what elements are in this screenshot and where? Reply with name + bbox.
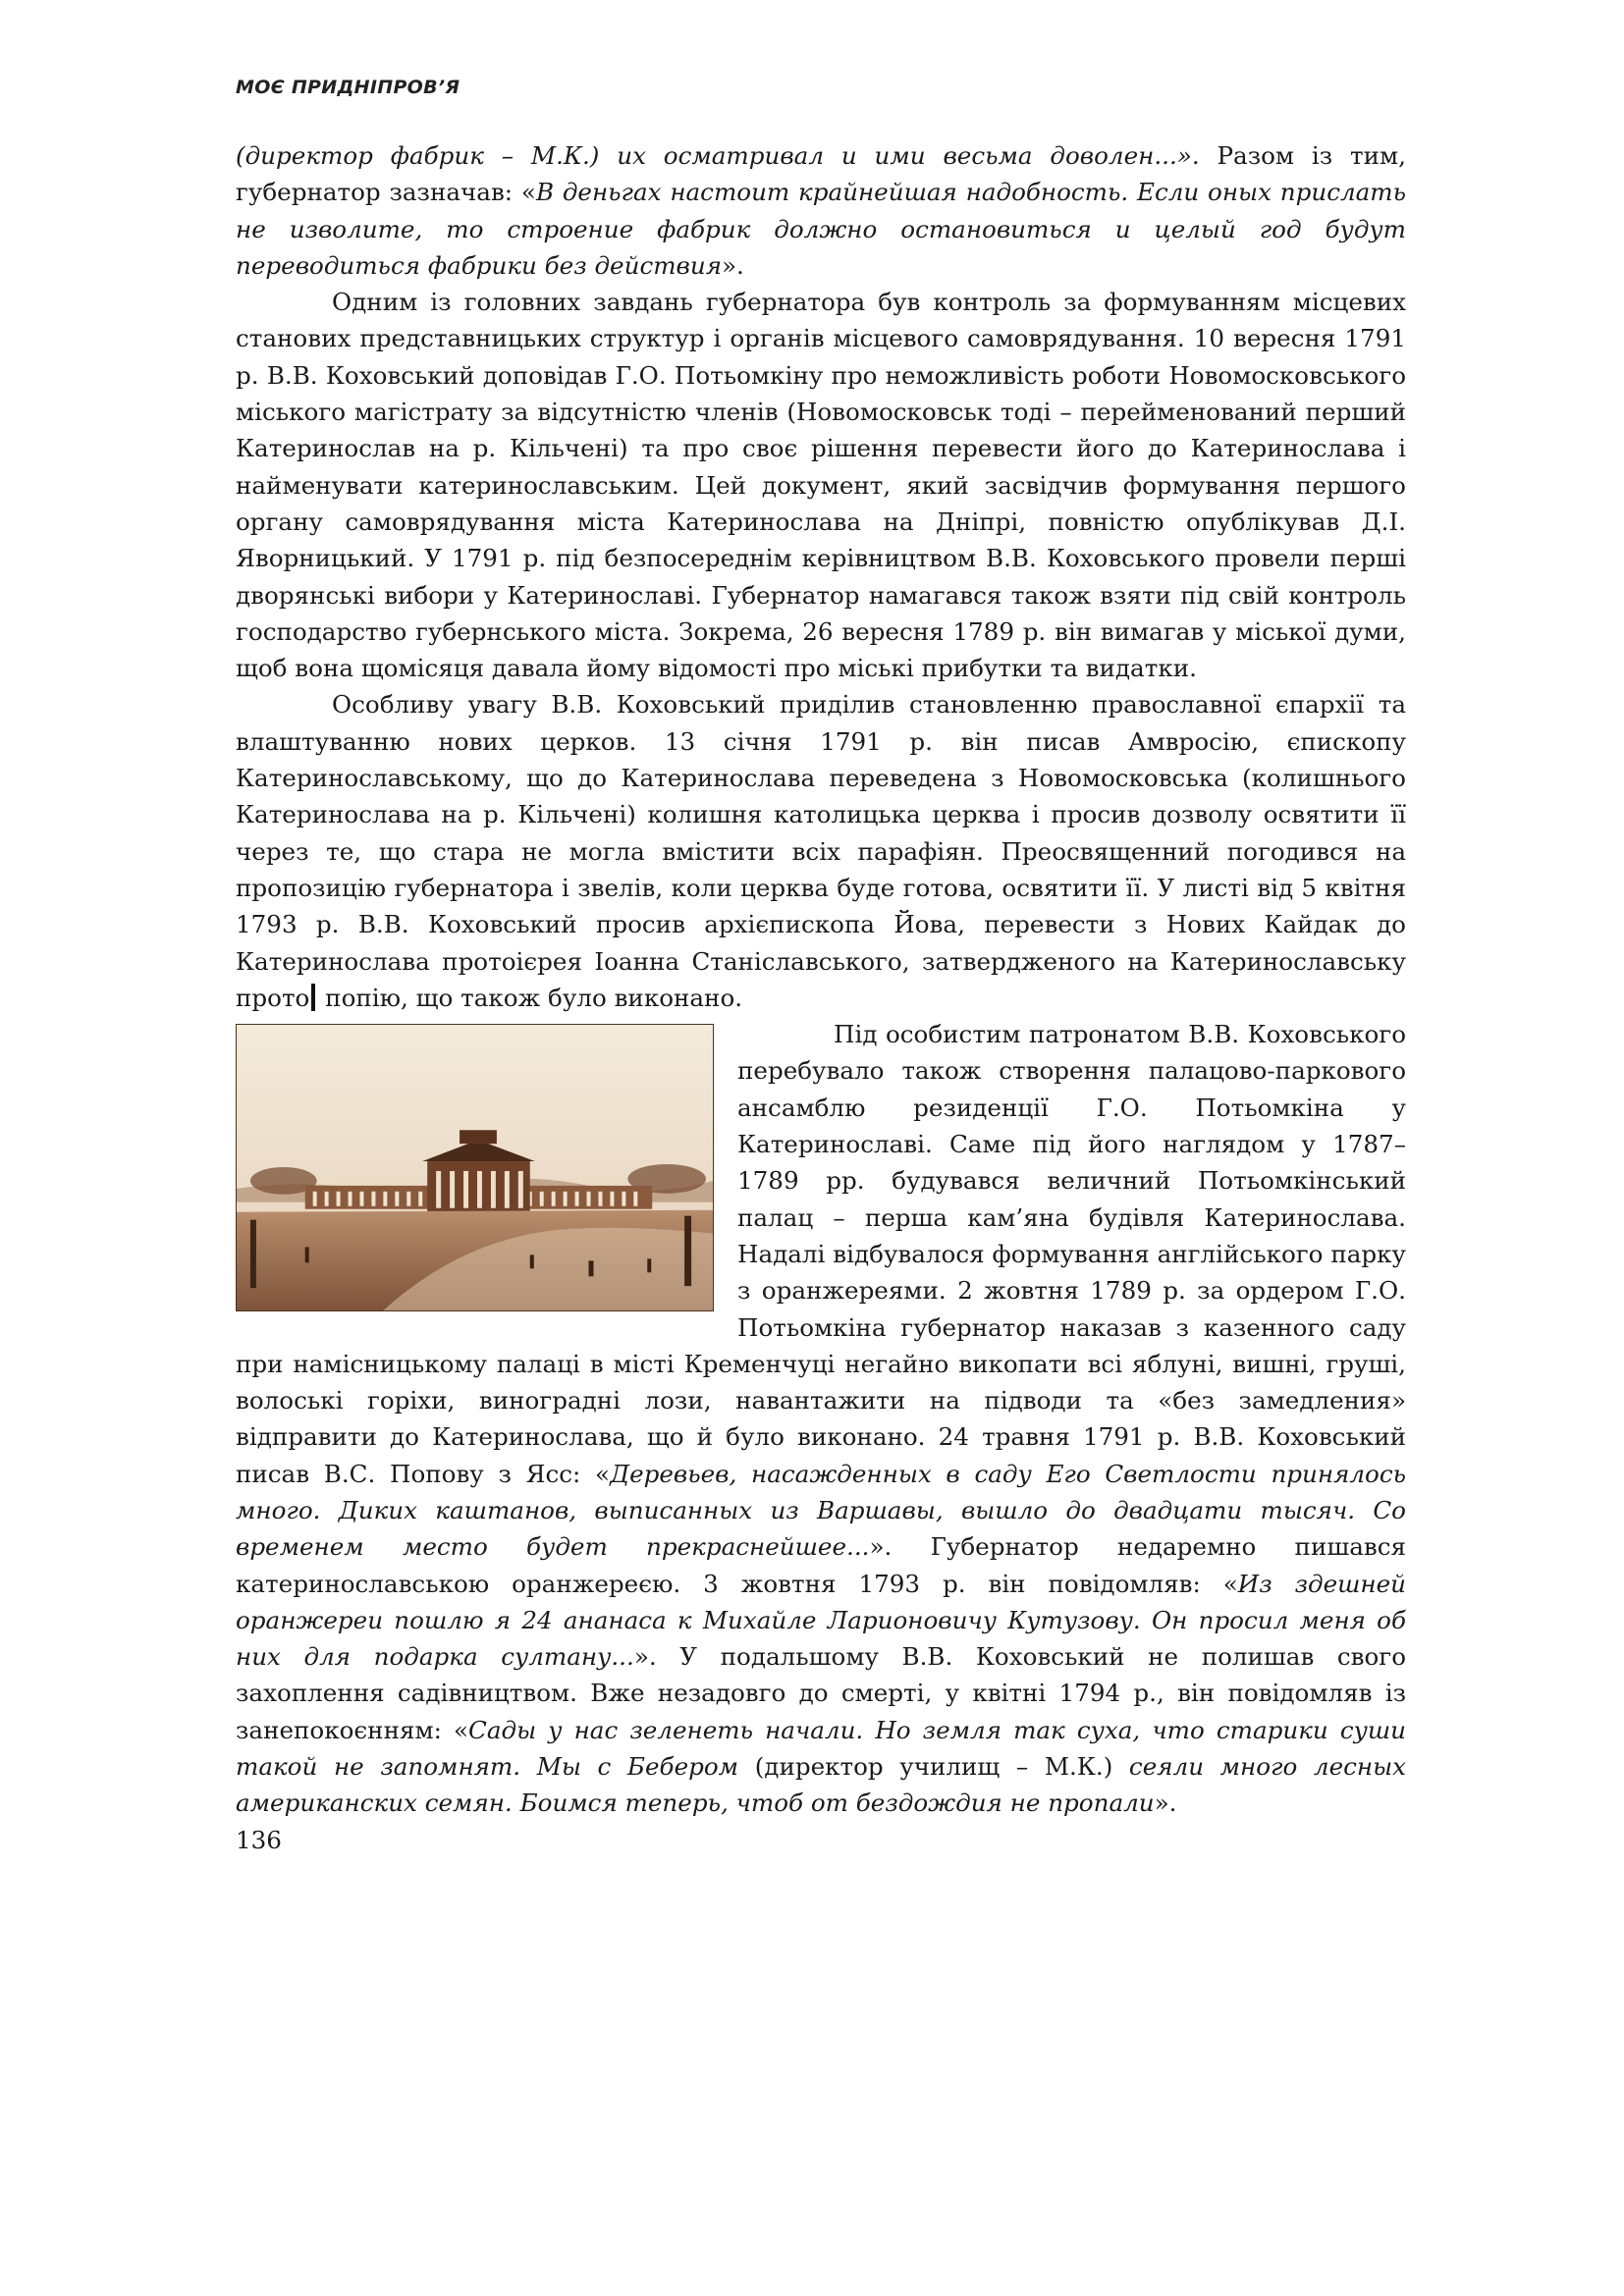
palace-engraving: [236, 1024, 714, 1311]
page-number: 136: [236, 1825, 282, 1854]
quote-italic: сеяли много лесных американских семян. Боимся теперь, чтоб от бездождия не пропали: [236, 1752, 1407, 1818]
running-header: МОЄ ПРИДНІПРОВ’Я: [236, 77, 460, 98]
quote-italic: (директор фабрик – М.К.) их осматривал и ими весьма доволен...».: [236, 141, 1200, 170]
paragraph-text: ». Губернатор недаремно пишався катеринославською оранжереєю. 3 жовтня 1793 р. він повідомляв: «: [236, 1532, 1406, 1598]
paragraph-1: [236, 137, 1406, 284]
paragraph-text: Разом із тим, губернатор зазначав: «: [236, 141, 1406, 207]
paragraph-2: Одним із головних завдань губернатора був контроль за формуванням місцевих станових представницьких структур і органів місцевого самоврядування. 10 вересня 1791 р. В.В. Коховський доповідав Г.О. Потьомкіну про неможливість роботи Новомосковського міського магістрату за відсутністю членів (Новомосковськ тоді – перейменований перший Катеринослав на р. Кільчені) та про своє рішення перевести його до Катеринослава і найменувати катеринославським. Цей документ, який засвідчив формування першого органу самоврядування міста Катеринослава на Дніпрі, повністю опублікував Д.І. Яворницький. У 1791 р. під безпосереднім керівництвом В.В. Коховського провели перші дворянські вибори у Катеринославі. Губернатор намагався також взяти під свій контроль господарство губернського міста. Зокрема, 26 вересня 1789 р. він вимагав у міської думи, щоб вона щомісяця давала йому відомості про міські прибутки та видатки.: [236, 288, 1406, 683]
paragraph-text: Особливу увагу В.В. Коховський приділив становленню православної єпархії та влаштуванню нових церков. 13 січня 1791 р. він писав Амвросію, єпископу Катеринославському, що до Катеринослава переведена з Новомосковська (колишнього Катеринослава на р. Кільчені) колишня католицька церква і просив дозволу освятити її через те, що стара не могла вмістити всіх парафіян. Преосвященний погодився на пропозицію губернатора і звелів, коли церква буде готова, освятити її. У листі від 5 квітня 1793 р. В.В. Коховський просив архієпископа Йова, перевести з Нових Кайдак до Катеринослава протоієрея Іоанна Станіславського, затвердженого на Катеринославську прото: [236, 690, 1406, 1012]
paragraph-text: (директор училищ – М.К.): [738, 1752, 1129, 1782]
paragraph-3: [236, 686, 1406, 1016]
quote-italic: В деньгах настоит крайнейшая надобность. Если оных прислать не изволите, то строение фабрик должно остановиться и целый год будут переводиться фабрики без действия: [236, 178, 1406, 280]
paragraph-text: ».: [1154, 1789, 1177, 1818]
paragraph-text: попію, що також було виконано.: [317, 983, 743, 1012]
paragraph-text: ».: [722, 250, 744, 280]
quote-italic: Сады у нас зеленеть начали. Но земля так суха, что старики суши такой не запомнят. Мы с Бебером: [236, 1715, 1406, 1782]
article-body: [236, 137, 1406, 1858]
text-cursor: [311, 984, 315, 1011]
paragraph-text: ». У подальшому В.В. Коховський не полишав свого захоплення садівництвом. Вже незадовго до смерті, у квітні 1794 р., він повідомляв із занепокоєнням: «: [236, 1642, 1407, 1744]
paragraph-text: Під особистим патронатом В.В. Коховського перебувало також створення палацово-паркового ансамблю резиденції Г.О. Потьомкіна у Катеринославі. Саме під його наглядом у 1787–1789 рр. будувався величний Потьомкінський палац – перша кам’яна будівля Катеринослава. Надалі відбувалося формування англійського парку з оранжереями. 2 жовтня 1789 р. за ордером Г.О. Потьомкіна губернатор наказав з казенного саду при намісницькому палаці в місті Кременчуці негайно викопати всі яблуні, вишні, груші, волоські горіхи, виноградні лози, навантажити на підводи та «без замедления» відправити до Катеринослава, що й було виконано. 24 травня 1791 р. В.В. Коховський писав В.С. Попову з Ясс: «: [236, 1020, 1406, 1488]
quote-italic: Из здешней оранжереи пошлю я 24 ананаса к Михайле Ларионовичу Кутузову. Он просил меня об них для подарка султану...: [236, 1569, 1407, 1672]
palace-illustration: [237, 1025, 713, 1310]
quote-italic: Деревьев, насажденных в саду Его Светлости принялось много. Диких каштанов, выписанных из Варшавы, вышло до двадцати тысяч. Со временем место будет прекраснейшее...: [236, 1459, 1407, 1562]
